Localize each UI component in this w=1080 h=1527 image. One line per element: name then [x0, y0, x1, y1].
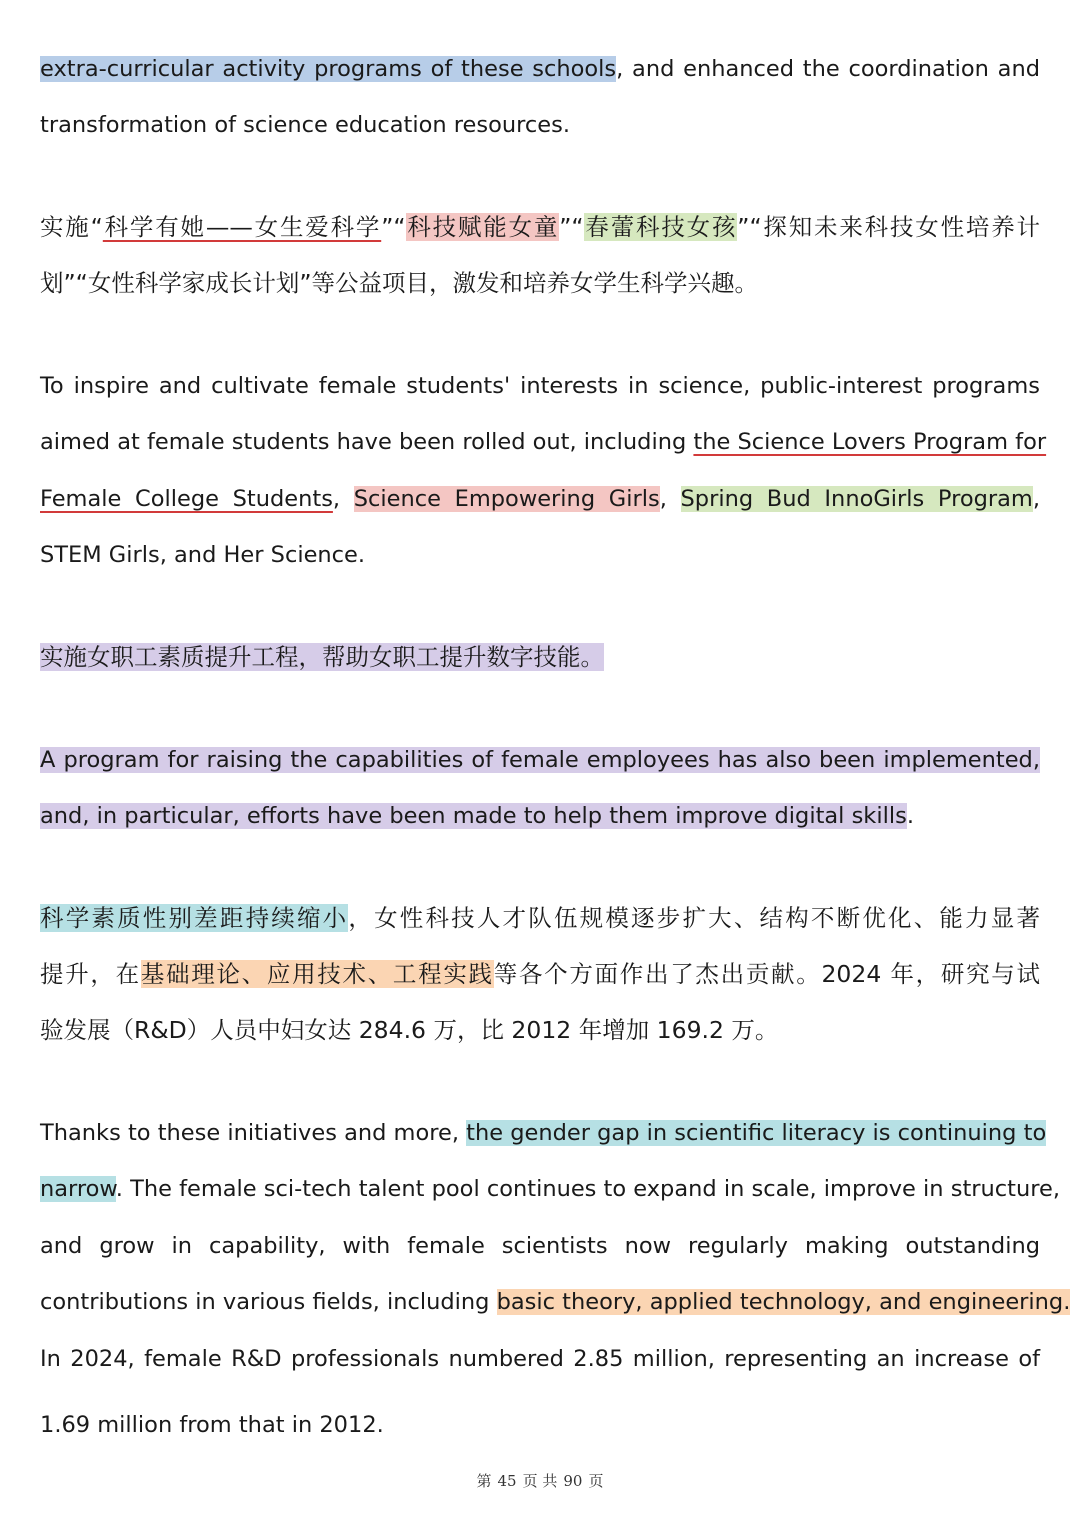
text-segment: and grow in capability, with female scientists now regularly making outstanding — [40, 1233, 1040, 1259]
underlined-text: 科学有她——女生爱科学 — [102, 213, 382, 241]
text-segment: ，女性科技人才队伍规模逐步扩大、结构不断优化、能力显著 — [348, 904, 1041, 932]
highlighted-text: Science Empowering Girls — [353, 486, 660, 512]
text-segment: In 2024, female R&D professionals numbered 2.85 million, representing an increase of — [40, 1346, 1040, 1372]
text-segment: 提升，在 — [40, 960, 141, 988]
highlighted-text: 基础理论、应用技术、工程实践 — [140, 960, 494, 988]
highlighted-text: and, in particular, efforts have been made to help them improve digital skills — [40, 803, 907, 829]
highlighted-text: extra-curricular activity programs of these schools — [40, 56, 617, 82]
text-segment: 实施“ — [40, 213, 103, 241]
text-segment: , and enhanced the coordination and — [616, 56, 1040, 82]
highlighted-text: 实施女职工素质提升工程，帮助女职工提升数字技能。 — [40, 643, 604, 671]
text-line — [40, 957, 1040, 991]
highlighted-text: narrow — [40, 1176, 116, 1202]
text-line — [40, 1285, 1071, 1319]
highlighted-text: Spring Bud InnoGirls Program — [680, 486, 1033, 512]
text-line — [40, 108, 1040, 142]
text-segment: , — [1032, 486, 1041, 512]
text-line — [40, 538, 1040, 572]
highlighted-text: 春蕾科技女孩 — [583, 213, 738, 241]
footer-suffix: 页 — [588, 1472, 604, 1490]
underlined-text: Female College Students — [40, 486, 333, 512]
text-segment: . The female sci-tech talent pool continues to expand in scale, improve in structure, — [115, 1176, 1060, 1202]
text-segment: 划”“女性科学家成长计划”等公益项目，激发和培养女学生科学兴趣。 — [40, 269, 759, 297]
text-segment: ”“ — [381, 213, 406, 241]
text-segment: aimed at female students have been rolled out, including — [40, 429, 694, 455]
highlighted-text: the gender gap in scientific literacy is continuing to — [466, 1120, 1047, 1146]
page-footer — [0, 1470, 1080, 1491]
text-segment: Thanks to these initiatives and more, — [40, 1120, 467, 1146]
text-line — [40, 799, 1040, 833]
text-segment: 1.69 million from that in 2012. — [40, 1412, 384, 1438]
text-segment: STEM Girls, and Her Science. — [40, 542, 366, 568]
text-segment: To inspire and cultivate female students' interests in science, public-interest programs — [40, 373, 1040, 399]
text-line — [40, 210, 1040, 244]
text-line — [40, 743, 1040, 777]
text-segment: ”“ — [559, 213, 584, 241]
highlighted-text: 科技赋能女童 — [405, 213, 560, 241]
highlighted-text: A program for raising the capabilities of female employees has also been implemented, — [40, 747, 1040, 773]
text-segment: contributions in various fields, including — [40, 1289, 497, 1315]
text-line — [40, 482, 1040, 516]
text-segment: , — [332, 486, 354, 512]
underlined-text: the Science Lovers Program for — [693, 429, 1047, 455]
footer-middle: 页 共 — [522, 1472, 558, 1490]
text-segment: transformation of science education resources. — [40, 112, 570, 138]
page-number: 45 — [497, 1472, 517, 1490]
text-segment: 验发展（R&D）人员中妇女达 284.6 万，比 2012 年增加 169.2 万。 — [40, 1016, 779, 1044]
text-line — [40, 266, 1040, 300]
highlighted-text: 科学素质性别差距持续缩小 — [40, 904, 349, 932]
text-line — [40, 1013, 1040, 1047]
footer-prefix: 第 — [476, 1472, 492, 1490]
text-line — [40, 52, 1040, 86]
text-line — [40, 1172, 1060, 1206]
text-line — [40, 1229, 1040, 1263]
total-pages: 90 — [563, 1472, 583, 1490]
text-segment: ”“探知未来科技女性培养计 — [737, 213, 1041, 241]
highlighted-text: basic theory, applied technology, and engineering. — [496, 1289, 1071, 1315]
text-segment: . — [906, 803, 914, 829]
text-line — [40, 1116, 1047, 1150]
text-segment: , — [659, 486, 681, 512]
text-line — [40, 901, 1040, 935]
text-line — [40, 640, 1040, 674]
text-line — [40, 425, 1047, 459]
text-segment: 等各个方面作出了杰出贡献。2024 年，研究与试 — [493, 960, 1041, 988]
text-line — [40, 1408, 1040, 1442]
text-line — [40, 369, 1040, 403]
text-line — [40, 1342, 1040, 1376]
